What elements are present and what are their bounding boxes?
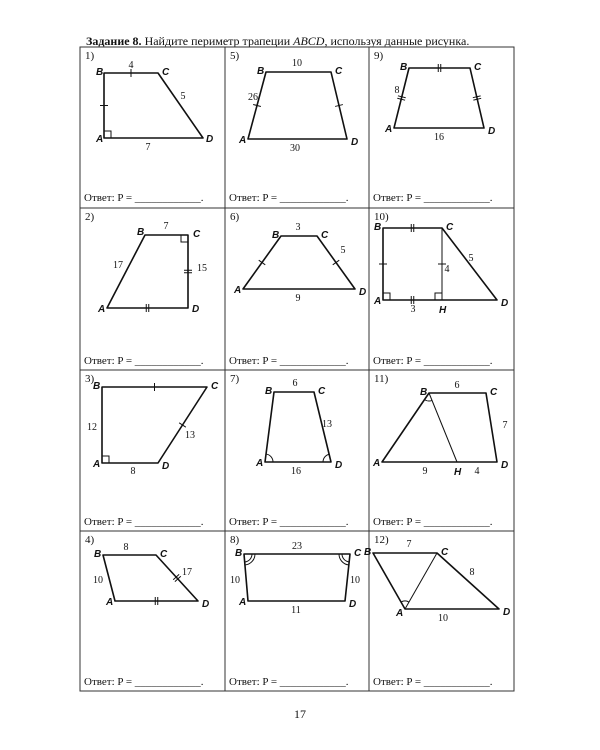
vertex-label-C: C: [321, 230, 329, 241]
problem-cell-9: [369, 47, 514, 208]
side-length-AB: 8: [394, 85, 400, 96]
trapezoid-outline: [244, 554, 350, 601]
side-length-CD: 10: [350, 575, 360, 586]
side-length-CD: 5: [468, 253, 474, 264]
angle-arc: [424, 400, 432, 401]
trapezoid-outline: [102, 387, 207, 463]
side-length-AB: 10: [93, 575, 103, 586]
answer-line: Ответ: P = ____________.: [84, 676, 204, 688]
vertex-label-B: B: [400, 62, 408, 73]
vertex-label-D: D: [335, 460, 343, 471]
auxiliary-segment: [429, 393, 457, 462]
problem-number: 1): [85, 50, 95, 62]
task-text-before: Найдите периметр трапеции: [141, 34, 294, 48]
problem-cell-7: [225, 370, 369, 531]
vertex-label-H: H: [439, 305, 447, 316]
equal-side-tick: [179, 423, 186, 427]
side-length-BC: 4: [128, 60, 134, 71]
right-angle-mark: [181, 235, 188, 242]
task-label: Задание 8.: [86, 34, 142, 48]
trapezoid-outline: [382, 393, 497, 462]
vertex-label-B: B: [265, 386, 273, 397]
side-length-AD: 8: [130, 466, 136, 477]
angle-arc: [342, 554, 349, 562]
problem-number: 10): [374, 211, 389, 223]
vertex-label-C: C: [446, 222, 454, 233]
trapezoid-figure: [80, 370, 225, 510]
side-length-AD: 16: [434, 132, 444, 143]
angle-arc: [323, 454, 329, 462]
problem-cell-3: [80, 370, 225, 531]
side-length-AD: 10: [438, 613, 448, 624]
side-length-CH: 4: [444, 264, 450, 275]
trapezoid-figure: [369, 47, 514, 187]
vertex-label-C: C: [318, 386, 326, 397]
problem-cell-8: [225, 531, 372, 691]
vertex-label-D: D: [202, 599, 210, 610]
answer-line: Ответ: P = ____________.: [84, 192, 204, 204]
side-length-BC: 10: [292, 58, 302, 69]
side-length-BC: 6: [292, 378, 298, 389]
side-length-AD: 9: [295, 293, 301, 304]
side-length-AB: 17: [113, 260, 123, 271]
vertex-label-A: A: [374, 296, 382, 307]
answer-line: Ответ: P = ____________.: [229, 516, 349, 528]
trapezoid-outline: [107, 235, 188, 308]
side-length-CD: 13: [322, 419, 332, 430]
trapezoid-outline: [243, 236, 355, 289]
problem-number: 9): [374, 50, 384, 62]
vertex-label-D: D: [162, 461, 170, 472]
vertex-label-A: A: [239, 597, 247, 608]
trapezoid-figure: [80, 208, 225, 348]
right-angle-mark: [383, 293, 390, 300]
side-length-AB: 12: [87, 422, 97, 433]
vertex-label-A: A: [239, 135, 247, 146]
side-length-AD: 16: [291, 466, 301, 477]
vertex-label-C: C: [354, 548, 362, 559]
vertex-label-H: H: [454, 467, 462, 478]
side-length-BC: 7: [163, 221, 169, 232]
side-length-CD: 15: [197, 263, 207, 274]
side-length-BC: 8: [123, 542, 129, 553]
vertex-label-C: C: [335, 66, 343, 77]
trapezoid-figure: [369, 208, 514, 348]
vertex-label-B: B: [96, 67, 104, 78]
vertex-label-D: D: [501, 460, 509, 471]
vertex-label-A: A: [98, 304, 106, 315]
side-length-BC: 7: [406, 539, 412, 550]
vertex-label-D: D: [349, 599, 357, 610]
vertex-label-A: A: [234, 285, 242, 296]
side-length-CD: 5: [180, 91, 186, 102]
side-length-CD: 7: [502, 420, 508, 431]
trapezoid-figure: [225, 208, 369, 348]
angle-arc: [266, 454, 273, 462]
vertex-label-B: B: [420, 387, 428, 398]
trapezoid-figure: [364, 531, 514, 671]
problem-number: 3): [85, 373, 95, 385]
problem-number: 2): [85, 211, 95, 223]
side-length-AD: 7: [145, 142, 151, 153]
problem-number: 11): [374, 373, 389, 385]
side-length-AB: 10: [230, 575, 240, 586]
problem-cell-11: [369, 370, 514, 531]
vertex-label-D: D: [359, 287, 367, 298]
problem-cell-2: [80, 208, 225, 370]
trapezoid-outline: [373, 553, 499, 609]
vertex-label-D: D: [192, 304, 200, 315]
vertex-label-C: C: [474, 62, 482, 73]
vertex-label-A: A: [373, 458, 381, 469]
vertex-label-C: C: [160, 549, 168, 560]
side-length-HD: 4: [474, 466, 480, 477]
vertex-label-C: C: [162, 67, 170, 78]
trapezoid-figure: [225, 370, 369, 510]
auxiliary-segment: [405, 553, 437, 609]
problem-number: 7): [230, 373, 240, 385]
answer-line: Ответ: P = ____________.: [373, 516, 493, 528]
vertex-label-C: C: [211, 381, 219, 392]
trapezoid-outline: [394, 68, 484, 128]
vertex-label-A: A: [106, 597, 114, 608]
problem-cell-12: [364, 531, 514, 691]
side-length-CD: 17: [182, 567, 192, 578]
answer-line: Ответ: P = ____________.: [84, 516, 204, 528]
vertex-label-B: B: [93, 381, 101, 392]
answer-line: Ответ: P = ____________.: [373, 192, 493, 204]
vertex-label-D: D: [351, 137, 359, 148]
problem-number: 6): [230, 211, 240, 223]
answer-line: Ответ: P = ____________.: [84, 355, 204, 367]
problem-number: 8): [230, 534, 240, 546]
problem-cell-1: [80, 47, 225, 208]
vertex-label-D: D: [503, 607, 511, 618]
vertex-label-C: C: [441, 547, 449, 558]
problem-cell-4: [80, 531, 225, 691]
vertex-label-A: A: [93, 459, 101, 470]
problem-number: 5): [230, 50, 240, 62]
answer-line: Ответ: P = ____________.: [229, 192, 349, 204]
right-angle-mark: [104, 131, 111, 138]
angle-arc: [245, 554, 252, 562]
right-angle-mark: [435, 293, 442, 300]
side-length-CD: 8: [469, 567, 475, 578]
side-length-CD: 13: [185, 430, 195, 441]
trapezoid-outline: [248, 72, 347, 139]
problem-cell-5: [225, 47, 369, 208]
problem-number: 4): [85, 534, 95, 546]
trapezoid-figure: [80, 531, 225, 671]
vertex-label-A: A: [385, 124, 393, 135]
side-length-AD: 30: [290, 143, 300, 154]
vertex-label-B: B: [94, 549, 102, 560]
page-number: 17: [294, 707, 306, 721]
vertex-label-C: C: [193, 229, 201, 240]
vertex-label-D: D: [206, 134, 214, 145]
side-length-AH: 3: [410, 304, 416, 315]
right-angle-mark: [102, 456, 109, 463]
vertex-label-B: B: [235, 548, 243, 559]
vertex-label-B: B: [137, 227, 145, 238]
vertex-label-D: D: [488, 126, 496, 137]
task-text-after: , используя данные рисунка.: [324, 34, 470, 48]
vertex-label-A: A: [396, 608, 404, 619]
angle-arc: [401, 601, 409, 602]
vertex-label-B: B: [364, 547, 372, 558]
side-length-CD: 5: [340, 245, 346, 256]
side-length-BC: 6: [454, 380, 460, 391]
trapezoid-outline: [104, 73, 203, 138]
side-length-AH: 9: [422, 466, 428, 477]
trapezoid-figure: [225, 531, 372, 671]
vertex-label-A: A: [96, 134, 104, 145]
trapezoid-figure: [369, 370, 514, 510]
trapezoid-name: ABCD: [293, 34, 325, 48]
vertex-label-A: A: [256, 458, 264, 469]
side-length-AD: 11: [291, 605, 301, 616]
equal-side-tick: [259, 260, 266, 265]
side-length-BC: 3: [295, 222, 301, 233]
problem-number: 12): [374, 534, 389, 546]
problem-cell-6: [225, 208, 369, 370]
equal-side-tick: [333, 260, 340, 265]
answer-line: Ответ: P = ____________.: [229, 676, 349, 688]
answer-line: Ответ: P = ____________.: [373, 676, 493, 688]
vertex-label-B: B: [257, 66, 265, 77]
trapezoid-figure: [225, 47, 369, 187]
answer-line: Ответ: P = ____________.: [229, 355, 349, 367]
problem-cell-10: [369, 208, 514, 370]
side-length-BC: 23: [292, 541, 302, 552]
vertex-label-B: B: [272, 230, 280, 241]
side-length-AB: 26: [248, 92, 258, 103]
vertex-label-B: B: [374, 222, 382, 233]
vertex-label-D: D: [501, 298, 509, 309]
answer-line: Ответ: P = ____________.: [373, 355, 493, 367]
trapezoid-figure: [80, 47, 225, 187]
vertex-label-C: C: [490, 387, 498, 398]
trapezoid-outline: [103, 555, 198, 601]
